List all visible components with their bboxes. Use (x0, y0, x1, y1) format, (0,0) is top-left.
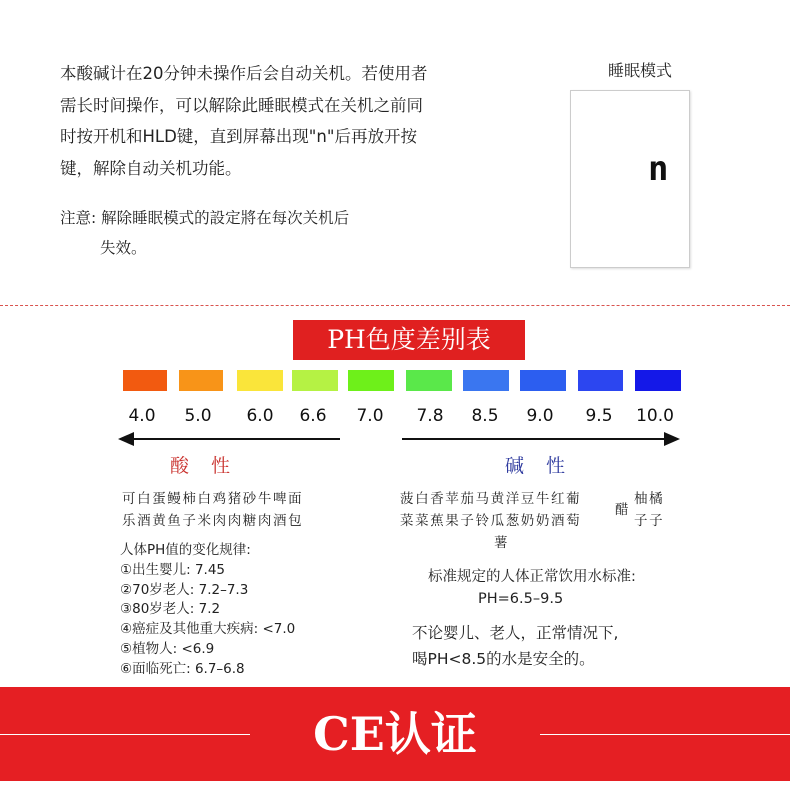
acid-foods (122, 488, 303, 532)
section-divider (0, 305, 790, 306)
ph-swatch-4-0 (123, 370, 167, 391)
base-foods (400, 488, 581, 554)
sleep-mode-title: 睡眠模式 (607, 61, 672, 80)
water-standard (428, 566, 636, 610)
ph-label: 9.5 (585, 406, 613, 426)
note-line-2: 失效。 (100, 239, 147, 257)
ph-swatch-8-5 (463, 370, 509, 391)
ph-label: 6.6 (299, 406, 327, 426)
ph-label: 5.0 (184, 406, 212, 426)
base-citrus-line-1: 柚橘 (634, 491, 665, 507)
safe-line-2: 喝PH<8.5的水是安全的。 (412, 650, 595, 668)
acid-foods-line-2: 乐酒黄鱼子米肉肉糖肉酒包 (122, 513, 304, 529)
sleep-desc-line-1: 本酸碱计在20分钟未操作后会自动关机。若使用者 (60, 64, 428, 83)
ph-label: 8.5 (471, 406, 499, 426)
acid-label: 酸性 (170, 455, 253, 477)
note-line-1: 注意: 解除睡眠模式的設定將在每次关机后 (60, 209, 350, 227)
ce-banner-title: CE认证 (313, 707, 477, 761)
ph-label: 9.0 (526, 406, 554, 426)
ph-swatch-5-0 (179, 370, 223, 391)
body-ph-item: ④癌症及其他重大疾病: <7.0 (120, 621, 296, 638)
ph-label: 10.0 (636, 406, 674, 426)
sleep-desc-line-4: 键，解除自动关机功能。 (60, 158, 242, 178)
ph-swatch-9-0 (520, 370, 566, 391)
base-foods-vinegar: 醋 (615, 502, 631, 518)
base-label: 碱性 (505, 455, 588, 477)
sleep-mode-note (60, 203, 420, 263)
safe-line-1: 不论婴儿、老人，正常情况下, (412, 624, 619, 642)
water-standard-label: 标准规定的人体正常饮用水标准: (428, 569, 636, 585)
ph-label: 7.8 (416, 406, 444, 426)
base-arrow-head-icon (664, 431, 680, 447)
base-foods-line-1: 菠白香苹茄马黄洋豆牛红葡 (400, 491, 582, 507)
sleep-desc-line-2: 需长时间操作，可以解除此睡眠模式在关机之前同 (60, 95, 423, 115)
ph-swatch-6-6 (292, 370, 338, 391)
base-arrow-line (402, 438, 668, 440)
base-foods-citrus (634, 488, 664, 532)
ph-swatch-7-8 (406, 370, 452, 391)
body-ph-rules (120, 541, 420, 680)
ph-label: 6.0 (246, 406, 274, 426)
lcd-display-char: n (648, 149, 669, 189)
body-ph-item: ②70岁老人: 7.2–7.3 (120, 581, 249, 598)
ph-swatch-6-0 (237, 370, 283, 391)
lcd-display (570, 90, 690, 268)
base-foods-line-2: 菜菜蕉果子铃瓜葱奶奶酒萄 (400, 513, 582, 529)
base-foods-line-3: 薯 (494, 535, 510, 551)
safe-water-note (412, 620, 618, 672)
water-standard-value: PH=6.5–9.5 (478, 591, 564, 607)
body-ph-title: 人体PH值的变化规律: (120, 542, 251, 558)
base-citrus-line-2: 子子 (634, 513, 665, 529)
acid-arrow-head-icon (118, 431, 134, 447)
ph-swatch-10-0 (635, 370, 681, 391)
sleep-mode-description (60, 58, 490, 184)
body-ph-item: ⑤植物人: <6.9 (120, 640, 215, 657)
acid-foods-line-1: 可白蛋鳗柿白鸡猪砂牛啤面 (122, 491, 304, 507)
ph-label: 7.0 (356, 406, 384, 426)
sleep-desc-line-3: 时按开机和HLD键，直到屏幕出现"n"后再放开按 (60, 127, 417, 146)
ph-label: 4.0 (128, 406, 156, 426)
ph-chart-title: PH色度差别表 (293, 320, 525, 360)
body-ph-item: ③80岁老人: 7.2 (120, 601, 221, 618)
body-ph-item: ①出生婴儿: 7.45 (120, 561, 226, 578)
ph-swatch-7-0 (348, 370, 394, 391)
body-ph-item: ⑥面临死亡: 6.7–6.8 (120, 660, 245, 677)
ce-banner (0, 687, 790, 781)
acid-arrow-line (130, 438, 340, 440)
ph-swatch-9-5 (578, 370, 623, 391)
